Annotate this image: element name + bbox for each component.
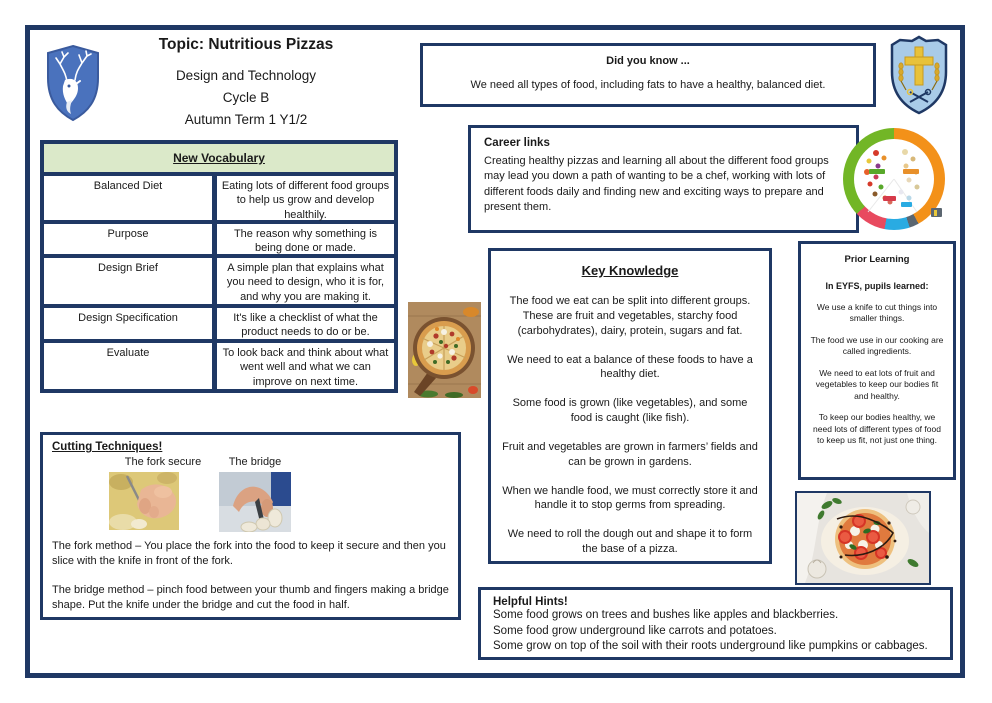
prior-learning-title: Prior Learning	[844, 254, 910, 265]
vocab-term: Purpose	[44, 224, 212, 254]
prior-learning-subtitle: In EYFS, pupils learned:	[825, 281, 929, 291]
career-links-body: Creating healthy pizzas and learning all about the different food groups may lead you down a path of wanting to be a chef, working with lots of different foods daily and finding new and exciting ways to prepare and present them.	[484, 155, 829, 214]
key-knowledge-paragraph: Fruit and vegetables are grown in farmers’ fields and can be grown in gardens.	[502, 440, 758, 468]
cutting-techniques-title: Cutting Techniques!	[52, 441, 163, 453]
vocab-term: Design Brief	[44, 258, 212, 304]
cutting-methods-text	[52, 539, 452, 627]
header-title-block	[112, 36, 380, 131]
key-knowledge-paragraph: We need to roll the dough out and shape it to form the base of a pizza.	[507, 528, 753, 556]
vocab-definition: It's like a checklist of what the product needs to do or be.	[217, 308, 394, 339]
helpful-hints-title: Helpful Hints!	[493, 596, 568, 608]
did-you-know-box	[420, 43, 876, 107]
bridge-cut-photo	[219, 472, 291, 532]
cutting-techniques-box	[40, 432, 461, 620]
table-row	[44, 258, 394, 304]
vocab-definition: The reason why something is being done or made.	[217, 224, 394, 254]
key-knowledge-paragraph: Some food is grown (like vegetables), and some food is caught (like fish).	[512, 397, 748, 425]
career-links-title: Career links	[484, 137, 550, 149]
fork-secure-label: The fork secure	[124, 456, 202, 468]
eatwell-plate-image	[843, 128, 945, 230]
vegetable-pizza-image	[408, 302, 481, 398]
term-subtitle: Autumn Term 1 Y1/2	[184, 112, 308, 127]
vocab-term: Balanced Diet	[44, 176, 212, 220]
prior-learning-paragraph: To keep our bodies healthy, we need lots of different types of food to keep us fit, not just one thing.	[813, 412, 941, 446]
bridge-label: The bridge	[228, 456, 282, 468]
key-knowledge-box	[488, 248, 772, 564]
margherita-pizza-image	[795, 491, 931, 585]
new-vocabulary-table	[40, 140, 398, 393]
did-you-know-body: We need all types of food, including fats to have a healthy, balanced diet.	[470, 79, 826, 91]
career-links-box	[468, 125, 859, 233]
vocab-term: Evaluate	[44, 343, 212, 389]
table-row	[44, 176, 394, 220]
key-knowledge-title: Key Knowledge	[581, 263, 679, 278]
vocab-term: Design Specification	[44, 308, 212, 339]
key-knowledge-paragraph: The food we eat can be split into different groups. These are fruit and vegetables, starchy food (carbohydrates), dairy, protein, sugars and fat.	[509, 295, 751, 337]
key-knowledge-paragraph: We need to eat a balance of these foods to have a healthy diet.	[507, 353, 753, 381]
helpful-hints-box	[478, 587, 953, 660]
page-title: Topic: Nutritious Pizzas	[158, 36, 334, 53]
school-crest-icon	[888, 34, 950, 116]
vocabulary-table-header: New Vocabulary	[44, 144, 394, 172]
helpful-hint-line: Some grow on top of the soil with their roots underground like pumpkins or cabbages.	[493, 640, 928, 653]
vocab-definition: To look back and think about what went well and what we can improve on next time.	[217, 343, 394, 389]
school-logo-stag-shield-icon	[45, 44, 101, 122]
did-you-know-title: Did you know ...	[606, 55, 690, 67]
helpful-hint-line: Some food grows on trees and bushes like apples and blackberries.	[493, 609, 839, 621]
fork-method-text: The fork method – You place the fork into the food to keep it secure and then you slice with the knife in front of the fork.	[52, 540, 446, 568]
table-row	[44, 224, 394, 254]
fork-secure-photo	[109, 472, 179, 530]
prior-learning-box	[798, 241, 956, 480]
vocab-definition: A simple plan that explains what you need to design, who it is for, and why you are making it.	[217, 258, 394, 304]
cycle-subtitle: Cycle B	[222, 90, 270, 105]
prior-learning-paragraph: We use a knife to cut things into smaller things.	[816, 302, 938, 324]
prior-learning-paragraph: The food we use in our cooking are called ingredients.	[810, 334, 944, 357]
table-row	[44, 308, 394, 339]
prior-learning-paragraph: We need to eat lots of fruit and vegetables to keep our bodies fit and healthy.	[815, 367, 939, 401]
key-knowledge-paragraph: When we handle food, we must correctly store it and handle it to stop germs from spreading.	[502, 484, 758, 512]
bridge-method-text: The bridge method – pinch food between your thumb and fingers making a bridge shape. Put the knife under the bridge and cut the food in half.	[52, 583, 449, 612]
table-row	[44, 343, 394, 389]
vocab-definition: Eating lots of different food groups to help us grow and develop healthily.	[217, 176, 394, 220]
helpful-hint-line: Some food grow underground like carrots and potatoes.	[493, 624, 777, 637]
subject-subtitle: Design and Technology	[175, 68, 317, 83]
